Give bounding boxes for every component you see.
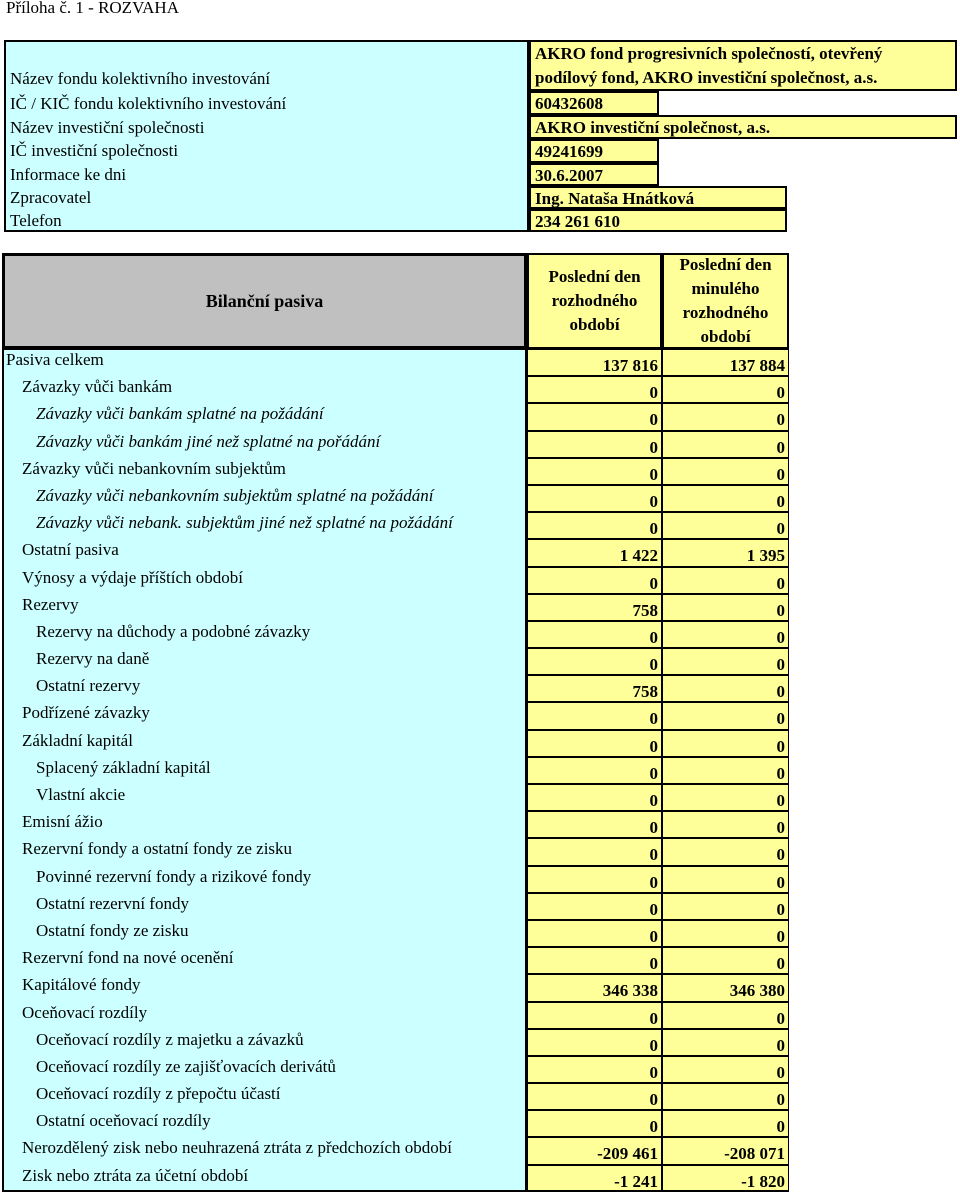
info-value-date: 30.6.2007 — [529, 163, 659, 186]
value-previous-period: 0 — [662, 730, 789, 757]
document-title: Příloha č. 1 - ROZVAHA — [6, 0, 179, 17]
value-current-period: 0 — [527, 376, 662, 403]
value-previous-period: 0 — [662, 920, 789, 947]
value-previous-period: 0 — [662, 567, 789, 594]
fund-name-line-1: AKRO fond progresivních společností, otevřený — [535, 44, 883, 63]
value-previous-period: 0 — [662, 1056, 789, 1083]
value-previous-period: 0 — [662, 784, 789, 811]
table-row — [2, 730, 789, 757]
info-label-fund-name: Název fondu kolektivního investování — [10, 69, 271, 88]
row-label: Závazky vůči bankám splatné na požádání — [36, 404, 324, 424]
value-previous-period: 0 — [662, 757, 789, 784]
table-row — [2, 1002, 789, 1029]
row-label: Rezervy — [22, 594, 79, 614]
row-label: Pasiva celkem — [6, 350, 104, 369]
value-current-period: 0 — [527, 893, 662, 920]
table-row — [2, 621, 789, 648]
value-current-period: 0 — [527, 866, 662, 893]
table-row — [2, 1110, 789, 1137]
table-row — [2, 1083, 789, 1110]
row-label: Závazky vůči nebankovním subjektům splatné na požádání — [36, 485, 434, 505]
value-current-period: 0 — [527, 512, 662, 539]
value-current-period: 758 — [527, 594, 662, 621]
table-row — [2, 376, 789, 403]
header-previous-period: Poslední den minulého rozhodného období — [662, 253, 789, 349]
table-row — [2, 458, 789, 485]
value-current-period: 0 — [527, 648, 662, 675]
table-body — [2, 349, 789, 1192]
value-current-period: 0 — [527, 621, 662, 648]
value-previous-period: 0 — [662, 675, 789, 702]
value-previous-period: 0 — [662, 947, 789, 974]
table-header — [2, 253, 789, 349]
row-label: Rezervy na daně — [36, 649, 150, 669]
value-previous-period: 0 — [662, 594, 789, 621]
row-label: Oceňovací rozdíly — [22, 1002, 148, 1022]
value-previous-period: 0 — [662, 1083, 789, 1110]
table-row — [2, 702, 789, 729]
table-row — [2, 594, 789, 621]
row-label: Emisní ážio — [22, 812, 103, 832]
table-row — [2, 1056, 789, 1083]
value-current-period: 0 — [527, 947, 662, 974]
row-label: Povinné rezervní fondy a rizikové fondy — [36, 866, 312, 886]
row-label: Ostatní rezervy — [36, 676, 141, 696]
table-row — [2, 811, 789, 838]
fund-name-line-2: podílový fond, AKRO investiční společnost, a.s. — [535, 68, 878, 87]
row-label: Oceňovací rozdíly z přepočtu účastí — [36, 1084, 281, 1104]
info-value-fund-id: 60432608 — [529, 91, 659, 115]
value-current-period: 0 — [527, 1083, 662, 1110]
table-row — [2, 512, 789, 539]
value-previous-period: 0 — [662, 648, 789, 675]
row-label: Rezervy na důchody a podobné závazky — [36, 621, 311, 641]
row-label: Splacený základní kapitál — [36, 757, 211, 777]
value-previous-period: 0 — [662, 811, 789, 838]
value-previous-period: -1 820 — [662, 1165, 789, 1192]
table-row — [2, 675, 789, 702]
value-current-period: 0 — [527, 403, 662, 430]
value-current-period: 0 — [527, 1002, 662, 1029]
table-row — [2, 485, 789, 512]
value-current-period: 0 — [527, 1056, 662, 1083]
value-previous-period: -208 071 — [662, 1137, 789, 1164]
value-previous-period: 0 — [662, 431, 789, 458]
value-current-period: 1 422 — [527, 539, 662, 566]
value-previous-period: 0 — [662, 1029, 789, 1056]
table-row — [2, 920, 789, 947]
table-row — [2, 1137, 789, 1164]
row-label: Oceňovací rozdíly ze zajišťovacích derivátů — [36, 1056, 336, 1076]
value-previous-period: 346 380 — [662, 974, 789, 1001]
info-label-processor: Zpracovatel — [10, 188, 92, 207]
row-label: Vlastní akcie — [36, 785, 126, 804]
row-label: Závazky vůči nebankovním subjektům — [22, 458, 286, 478]
row-label: Závazky vůči nebank. subjektům jiné než splatné na požádání — [36, 513, 453, 533]
row-label-cell — [2, 594, 527, 621]
info-value-fund-name — [529, 40, 957, 91]
row-label: Ostatní oceňovací rozdíly — [36, 1111, 211, 1131]
value-current-period: 0 — [527, 784, 662, 811]
value-current-period: 0 — [527, 1110, 662, 1137]
info-value-processor: Ing. Nataša Hnátková — [529, 186, 787, 209]
value-current-period: 0 — [527, 920, 662, 947]
row-label: Rezervní fondy a ostatní fondy ze zisku — [22, 839, 293, 859]
value-previous-period: 0 — [662, 512, 789, 539]
info-label-date: Informace ke dni — [10, 165, 127, 184]
value-current-period: 0 — [527, 811, 662, 838]
value-current-period: -1 241 — [527, 1165, 662, 1192]
table-row — [2, 1029, 789, 1056]
value-current-period: 0 — [527, 1029, 662, 1056]
info-label-company-name: Název investiční společnosti — [10, 118, 205, 137]
header-current-period: Poslední den rozhodného období — [527, 253, 662, 349]
info-value-company-name: AKRO investiční společnost, a.s. — [529, 115, 957, 139]
info-label-fund-id: IČ / KIČ fondu kolektivního investování — [10, 94, 287, 113]
row-label: Ostatní rezervní fondy — [36, 893, 189, 913]
row-label: Kapitálové fondy — [22, 975, 141, 995]
table-row — [2, 974, 789, 1001]
table-row — [2, 539, 789, 566]
value-previous-period: 0 — [662, 376, 789, 403]
value-previous-period: 0 — [662, 403, 789, 430]
row-label: Rezervní fond na nové ocenění — [22, 948, 234, 968]
info-value-company-id: 49241699 — [529, 139, 659, 163]
row-label: Ostatní fondy ze zisku — [36, 920, 189, 940]
info-value-phone: 234 261 610 — [529, 209, 787, 232]
value-current-period: 0 — [527, 838, 662, 865]
row-label: Výnosy a výdaje příštích období — [22, 567, 243, 587]
row-label: Oceňovací rozdíly z majetku a závazků — [36, 1029, 304, 1049]
value-previous-period: 0 — [662, 1002, 789, 1029]
value-previous-period: 0 — [662, 458, 789, 485]
table-row — [2, 648, 789, 675]
table-row — [2, 866, 789, 893]
info-label-phone: Telefon — [10, 211, 62, 230]
value-previous-period: 0 — [662, 838, 789, 865]
table-row — [2, 1165, 789, 1192]
value-current-period: 0 — [527, 458, 662, 485]
value-current-period: 758 — [527, 675, 662, 702]
table-row — [2, 349, 789, 376]
value-current-period: 0 — [527, 702, 662, 729]
value-current-period: 0 — [527, 431, 662, 458]
value-previous-period: 0 — [662, 893, 789, 920]
info-label-company-id: IČ investiční společnosti — [10, 141, 179, 160]
row-label: Závazky vůči bankám — [22, 377, 173, 397]
table-row — [2, 893, 789, 920]
value-previous-period: 0 — [662, 702, 789, 729]
table-row — [2, 947, 789, 974]
row-label: Zisk nebo ztráta za účetní období — [22, 1165, 249, 1185]
value-current-period: -209 461 — [527, 1137, 662, 1164]
header-label: Bilanční pasiva — [2, 253, 527, 349]
row-label: Ostatní pasiva — [22, 540, 119, 560]
info-labels-panel — [4, 40, 529, 232]
value-previous-period: 0 — [662, 866, 789, 893]
value-previous-period: 137 884 — [662, 349, 789, 376]
value-current-period: 0 — [527, 567, 662, 594]
value-previous-period: 1 395 — [662, 539, 789, 566]
table-row — [2, 784, 789, 811]
table-row — [2, 838, 789, 865]
row-label: Závazky vůči bankám jiné než splatné na pořádání — [36, 431, 381, 451]
row-label: Nerozdělený zisk nebo neuhrazená ztráta z předchozích období — [22, 1138, 452, 1158]
value-current-period: 0 — [527, 485, 662, 512]
table-row — [2, 431, 789, 458]
table-row — [2, 757, 789, 784]
value-previous-period: 0 — [662, 1110, 789, 1137]
value-previous-period: 0 — [662, 621, 789, 648]
value-current-period: 0 — [527, 757, 662, 784]
value-current-period: 137 816 — [527, 349, 662, 376]
table-row — [2, 403, 789, 430]
value-current-period: 346 338 — [527, 974, 662, 1001]
row-label: Základní kapitál — [22, 730, 133, 750]
value-current-period: 0 — [527, 730, 662, 757]
table-row — [2, 567, 789, 594]
row-label: Podřízené závazky — [22, 703, 150, 723]
value-previous-period: 0 — [662, 485, 789, 512]
